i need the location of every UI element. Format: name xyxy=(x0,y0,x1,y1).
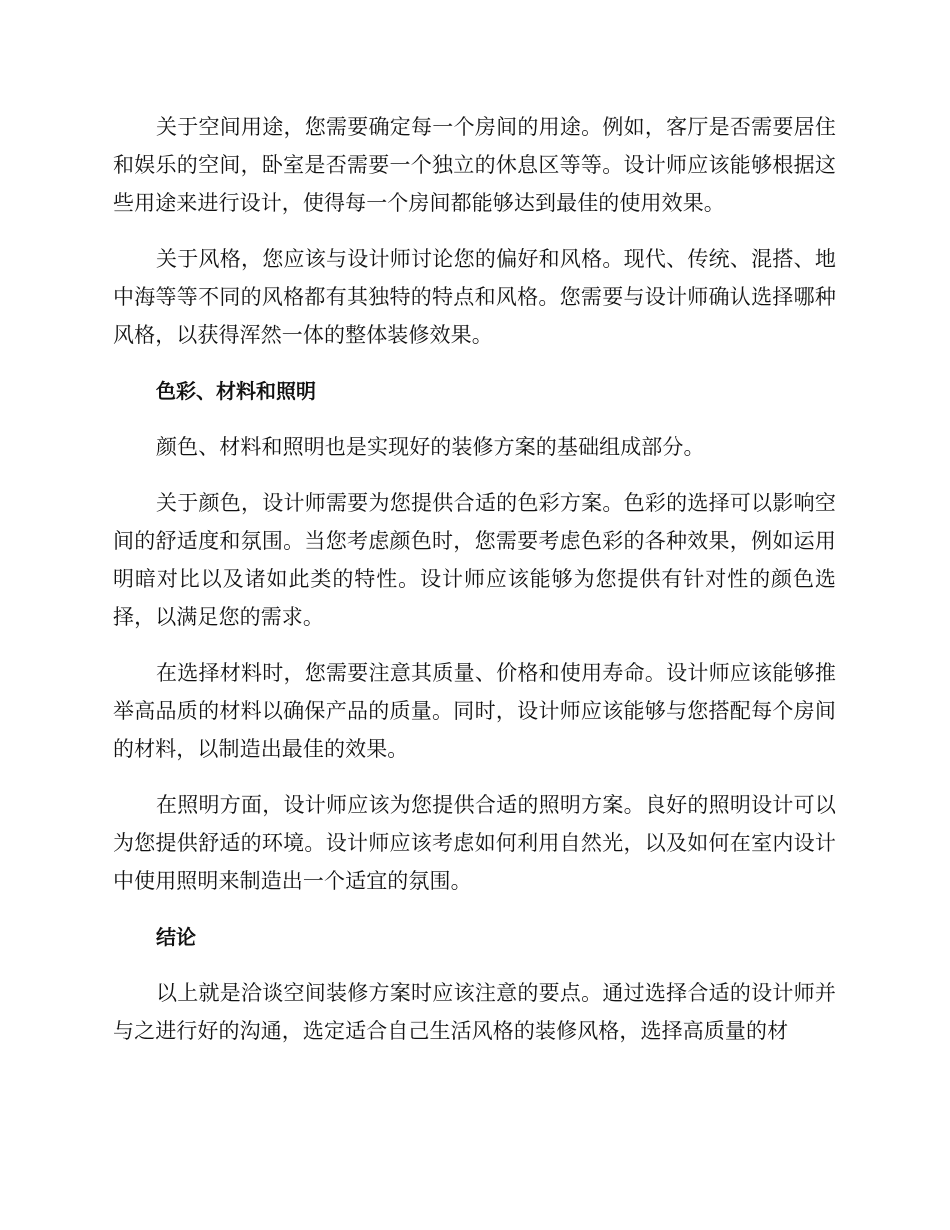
paragraph-style: 关于风格，您应该与设计师讨论您的偏好和风格。现代、传统、混搭、地中海等等不同的风格都有其独特的特点和风格。您需要与设计师确认选择哪种风格，以获得浑然一体的整体装修效果。 xyxy=(113,247,836,347)
paragraph-color: 关于颜色，设计师需要为您提供合适的色彩方案。色彩的选择可以影响空间的舒适度和氛围。当您考虑颜色时，您需要考虑色彩的各种效果，例如运用明暗对比以及诸如此类的特性。设计师应该能够为您提供有针对性的颜色选择，以满足您的需求。 xyxy=(113,491,836,629)
paragraph-intro-color-material-lighting: 颜色、材料和照明也是实现好的装修方案的基础组成部分。 xyxy=(156,435,705,459)
section-heading-color-material-lighting: 色彩、材料和照明 xyxy=(156,379,316,403)
section-heading-conclusion: 结论 xyxy=(156,925,196,949)
paragraph-space-usage: 关于空间用途，您需要确定每一个房间的用途。例如，客厅是否需要居住和娱乐的空间，卧室是否需要一个独立的休息区等等。设计师应该能够根据这些用途来进行设计，使得每一个房间都能够达到最佳的使用效果。 xyxy=(113,115,836,215)
paragraph-lighting: 在照明方面，设计师应该为您提供合适的照明方案。良好的照明设计可以为您提供舒适的环境。设计师应该考虑如何利用自然光，以及如何在室内设计中使用照明来制造出一个适宜的氛围。 xyxy=(113,793,836,893)
paragraph-conclusion: 以上就是洽谈空间装修方案时应该注意的要点。通过选择合适的设计师并与之进行好的沟通，选定适合自己生活风格的装修风格，选择高质量的材 xyxy=(113,981,836,1043)
document-body xyxy=(113,108,836,1068)
paragraph-materials: 在选择材料时，您需要注意其质量、价格和使用寿命。设计师应该能够推举高品质的材料以确保产品的质量。同时，设计师应该能够与您搭配每个房间的材料，以制造出最佳的效果。 xyxy=(113,661,836,761)
